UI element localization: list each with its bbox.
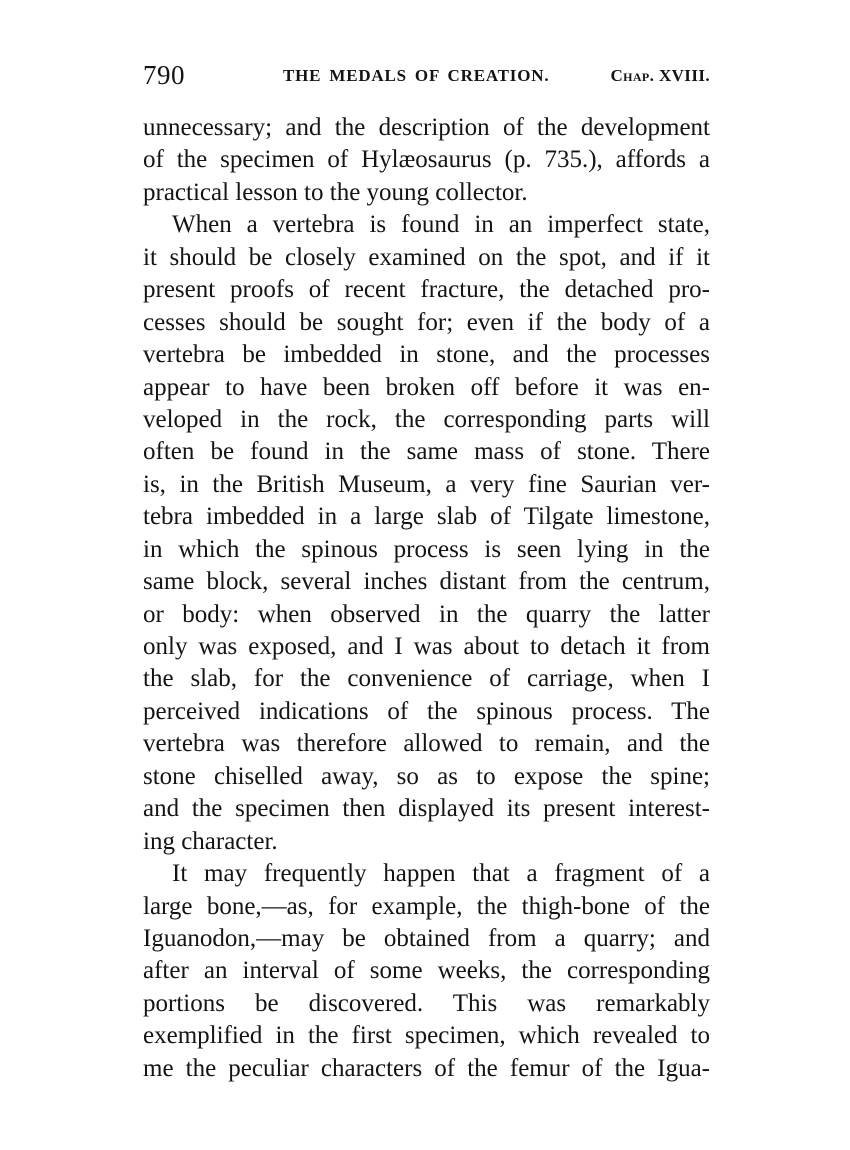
text-line: When a vertebra is found in an imperfect state, [172,211,710,239]
text-line: the slab, for the convenience of carriage, when I [143,665,710,693]
book-title: THE MEDALS OF CREATION. [283,66,550,85]
text-line: often be found in the same mass of stone. There [143,438,710,466]
text-line: portions be discovered. This was remarkably [143,989,710,1017]
text-line: or body: when observed in the quarry the latter [143,600,710,628]
text-line: in which the spinous process is seen lying in the [143,535,710,563]
text-line: present proofs of recent fracture, the detached pro- [143,276,710,304]
text-line: stone chiselled away, so as to expose the spine; [143,762,710,790]
chapter-reference: Chap. XVIII. [610,66,710,85]
text-line: perceived indications of the spinous process. The [143,697,710,725]
text-line: is, in the British Museum, a very fine Saurian ver- [143,470,710,498]
text-line: It may frequently happen that a fragment of a [172,860,710,888]
page-number: 790 [143,60,185,90]
paragraph-3 [143,858,710,1085]
text-line: of the specimen of Hylæosaurus (p. 735.), affords a [143,146,710,174]
text-line: after an interval of some weeks, the corresponding [143,957,710,985]
running-head [143,60,710,90]
text-line: ing character. [143,827,278,855]
body-text [143,112,710,1085]
text-line: practical lesson to the young collector. [143,178,528,206]
text-line: vertebra be imbedded in stone, and the processes [143,341,710,369]
text-line: cesses should be sought for; even if the body of a [143,308,710,336]
paragraph-1 [143,112,710,209]
text-line: exemplified in the first specimen, which revealed to [143,1022,710,1050]
text-line: and the specimen then displayed its present interest- [143,795,710,823]
text-line: me the peculiar characters of the femur of the Igua- [143,1054,710,1082]
paragraph-2 [143,209,710,858]
text-line: veloped in the rock, the corresponding parts will [143,405,710,433]
text-line: large bone,—as, for example, the thigh-bone of the [143,892,710,920]
text-line: vertebra was therefore allowed to remain, and the [143,730,710,758]
text-line: tebra imbedded in a large slab of Tilgate limestone, [143,503,710,531]
text-line: unnecessary; and the description of the development [143,114,710,141]
text-line: only was exposed, and I was about to detach it from [143,633,710,660]
text-line: same block, several inches distant from the centrum, [143,568,710,596]
text-line: it should be closely examined on the spot, and if it [143,243,710,271]
text-line: appear to have been broken off before it was en- [143,373,710,401]
text-line: Iguanodon,—may be obtained from a quarry; and [143,924,710,952]
